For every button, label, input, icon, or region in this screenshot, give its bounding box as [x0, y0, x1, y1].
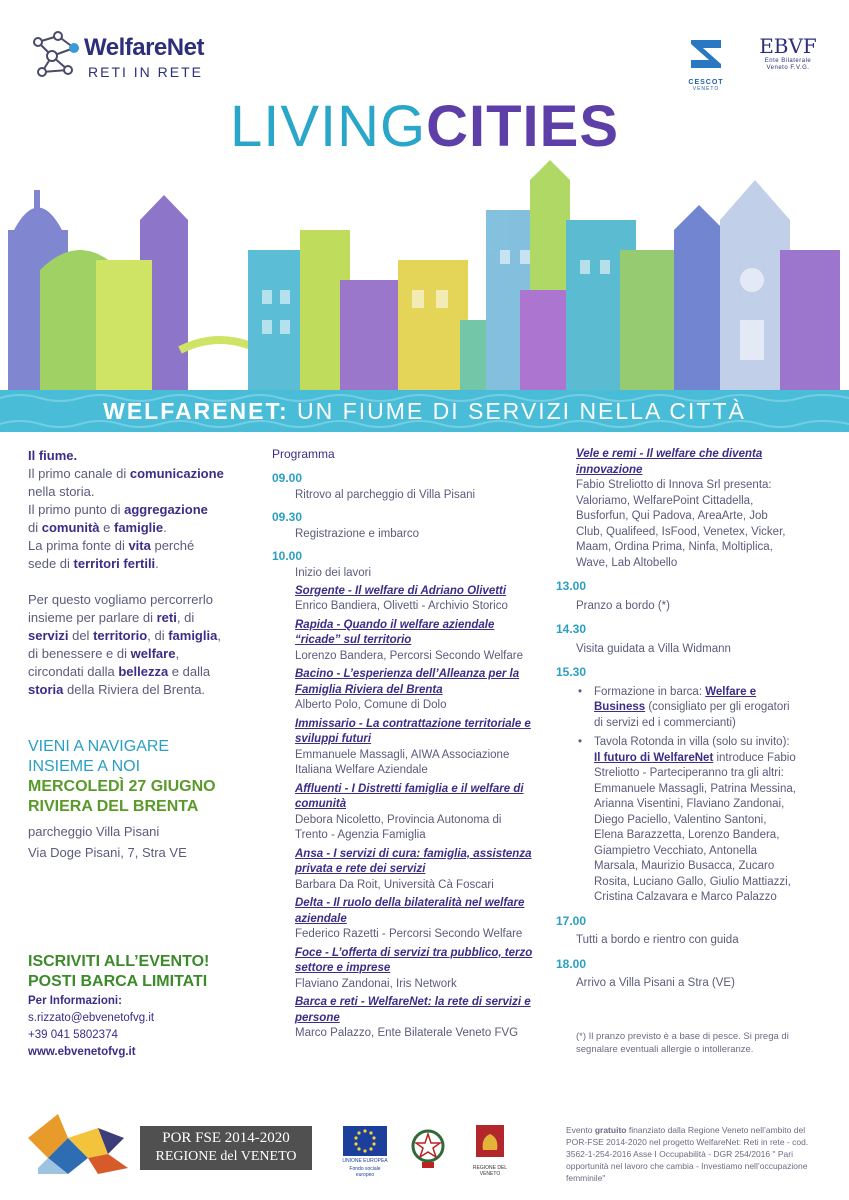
- ebvf-mark: EBVF: [759, 34, 817, 58]
- program-time: 10.00: [272, 548, 303, 563]
- talk-speaker: Enrico Bandiera, Olivetti - Archivio Storico: [295, 600, 508, 612]
- welfarenet-logo: [28, 28, 228, 84]
- regione-veneto-label: REGIONE DEL VENETO: [472, 1165, 508, 1177]
- talk-speaker: Lorenzo Bandera, Percorsi Secondo Welfare: [295, 649, 524, 662]
- intro-line: Per questo vogliamo percorrerlo: [28, 592, 213, 607]
- intro-line: nella storia.: [28, 484, 95, 499]
- intro-keyword: comunità: [41, 520, 100, 535]
- por-fse-pattern-logo: [28, 1108, 138, 1174]
- disclaimer-text: Evento: [566, 1125, 595, 1135]
- event-callout: [28, 737, 268, 817]
- program-activity: Registrazione e imbarco: [295, 528, 420, 540]
- talk-title: Delta - Il ruolo della bilateralità nel welfare aziendale: [295, 897, 525, 925]
- program-time: 09.00: [272, 470, 303, 485]
- registration-callout: [28, 952, 209, 992]
- intro-line: Il fiume.: [28, 448, 78, 463]
- logo-tagline: RETI IN RETE: [88, 64, 204, 80]
- talk-speaker: Federico Razetti - Percorsi Secondo Welfare: [295, 928, 523, 940]
- disclaimer-highlight: gratuito: [594, 1125, 627, 1135]
- contact-email-link[interactable]: s.rizzato@ebvenetofvg.it: [28, 1012, 155, 1024]
- talk-speaker: Fabio Streliotto di Innova Srl presenta: Valoriamo, WelfarePoint Cittadella, Busforfun, Qui Padova, AreaArte, Job Club, Qualifeed, IsFood, Venetex, Vicker, Maam, Ordina Prima, Ninfa, Moltiplica, Wave, Lab Altobello: [576, 479, 786, 569]
- intro-line: di: [28, 520, 42, 535]
- talk-title: Foce - L’offerta di servizi tra pubblico, terzo settore e imprese: [295, 946, 533, 974]
- intro-line: sede di: [28, 556, 74, 571]
- registration-heading: ISCRIVITI ALL’EVENTO!: [28, 953, 210, 970]
- bullet-highlight: Il futuro di WelfareNet: [594, 751, 714, 764]
- talk-item: [272, 618, 534, 665]
- intro-line: del: [68, 628, 94, 643]
- talk-title: Barca e reti - WelfareNet: la rete di servizi e persone: [295, 996, 531, 1024]
- intro-keyword: bellezza: [118, 664, 169, 679]
- intro-keyword: vita: [128, 538, 151, 553]
- talk-title: Sorgente - Il welfare di Adriano Olivetti: [295, 584, 507, 597]
- intro-line: e: [99, 520, 114, 535]
- cescot-mark-icon: [687, 36, 725, 72]
- ebvf-line1: Ente Bilaterale: [764, 58, 812, 64]
- program-time: 09.30: [272, 509, 303, 524]
- lunch-note: (*) Il pranzo previsto è a base di pesce. Si prega di segnalare eventuali allergie o intolleranze.: [576, 1031, 789, 1055]
- intro-keyword: territori fertili: [73, 556, 156, 571]
- contact-info: [28, 993, 154, 1061]
- intro-line: .: [155, 556, 159, 571]
- talk-item: [272, 946, 534, 993]
- intro-text: [28, 447, 258, 699]
- veneto-lion-icon: [475, 1124, 505, 1158]
- meeting-point-name: parcheggio Villa Pisani: [28, 824, 160, 839]
- program-bullet: [556, 735, 796, 906]
- talk-title: Ansa - I servizi di cura: famiglia, assistenza privata e rete dei servizi: [295, 847, 532, 875]
- bullet-text: Tavola Rotonda in villa (solo su invito):: [594, 736, 790, 748]
- intro-line: Il primo canale di: [28, 466, 130, 481]
- intro-line: ,: [175, 646, 180, 661]
- talk-speaker: Barbara Da Roit, Università Cà Foscari: [295, 878, 494, 891]
- intro-line: e dalla: [168, 664, 211, 679]
- intro-keyword: storia: [28, 682, 64, 697]
- program-time: 15.30: [556, 665, 587, 679]
- talk-title: Rapida - Quando il welfare aziendale “ricade” sul territorio: [295, 618, 495, 646]
- eu-logo: [342, 1126, 388, 1178]
- program-activity: Inizio dei lavori: [295, 567, 372, 579]
- intro-line: ,: [217, 628, 221, 643]
- bullet-text: Formazione in barca:: [594, 685, 706, 698]
- intro-keyword: famiglie: [114, 520, 164, 535]
- meeting-point-address: Via Doge Pisani, 7, Stra VE: [28, 845, 187, 860]
- banner-rest: UN FIUME DI SERVIZI NELLA CITTÀ: [288, 398, 746, 424]
- program-activity: Visita guidata a Villa Widmann: [576, 642, 731, 655]
- city-skyline-illustration: [0, 160, 849, 392]
- talk-item: [272, 995, 534, 1042]
- meeting-point: [28, 821, 187, 863]
- talk-title: Vele e remi - Il welfare che diventa innovazione: [576, 448, 763, 476]
- intro-line: circondati dalla: [28, 664, 119, 679]
- talk-item: [272, 847, 534, 894]
- network-icon: [28, 28, 84, 82]
- contact-phone: +39 041 5802374: [28, 1029, 118, 1041]
- title-banner: [0, 390, 849, 432]
- website-link[interactable]: www.ebvenetofvg.it: [28, 1046, 136, 1058]
- eu-fund-label: Fondo sociale europeo: [349, 1166, 381, 1178]
- program-time: 14.30: [556, 622, 587, 636]
- logo-name: WelfareNet: [84, 34, 204, 61]
- cescot-name: CESCOT: [688, 79, 724, 86]
- intro-line: Il primo punto di: [28, 502, 125, 517]
- program-activity: Tutti a bordo e rientro con guida: [576, 934, 739, 946]
- talk-title: Affluenti - I Distretti famiglia e il welfare di comunità: [295, 782, 524, 810]
- intro-line: , di: [176, 610, 195, 625]
- main-title: [0, 92, 849, 162]
- eu-label: UNIONE EUROPEA: [342, 1158, 388, 1164]
- program-activity: Pranzo a bordo (*): [576, 599, 670, 612]
- ebvf-line2: Veneto F.V.G.: [766, 65, 810, 71]
- regione-veneto-logo: [466, 1124, 514, 1177]
- intro-line: insieme per parlare di: [28, 610, 157, 625]
- event-date: MERCOLEDÌ 27 GIUGNO: [28, 778, 216, 795]
- intro-line: .: [163, 520, 167, 535]
- program-time: 18.00: [556, 956, 587, 971]
- talk-title: Immissario - La contrattazione territoriale e sviluppi futuri: [295, 717, 531, 745]
- banner-bold: WELFARENET:: [103, 398, 289, 424]
- por-fse-banner: [140, 1126, 312, 1170]
- intro-keyword: aggregazione: [124, 502, 208, 517]
- talk-item: [272, 584, 534, 615]
- talk-title: Bacino - L’esperienza dell’Alleanza per la Famiglia Riviera del Brenta: [295, 668, 520, 696]
- eu-flag-icon: [343, 1126, 387, 1156]
- contact-label: Per Informazioni:: [28, 995, 122, 1007]
- event-location: RIVIERA DEL BRENTA: [28, 798, 199, 815]
- title-living: LIVING: [229, 94, 427, 159]
- intro-line: La prima fonte di: [28, 538, 129, 553]
- program-column: [272, 447, 534, 1045]
- bullet-text: introduce Fabio Streliotto - Parteciperanno tra gli altri: Emmanuele Massagli, Patrina Messina, Arianna Visentini, Flaviano Zandonai, Diego Paciello, Valentino Santoni, Elena Barazzetta, Lorenzo Bandera, Giampietro Vecchiato, Antonella Marsala, Maurizio Busacca, Zucaro Rosita, Luciano Gallo, Giulio Mattiazzi, Cristina Calzavara e Marco Palazzo: [594, 751, 796, 903]
- callout-line: VIENI A NAVIGARE: [28, 738, 170, 755]
- program-bullet: [556, 685, 796, 732]
- talk-speaker: Flaviano Zandonai, Iris Network: [295, 977, 457, 990]
- intro-keyword: territorio: [93, 628, 148, 643]
- banner-heading: [0, 398, 849, 425]
- intro-keyword: comunicazione: [129, 466, 224, 481]
- italian-republic-emblem-icon: [410, 1126, 446, 1170]
- talk-item: [272, 896, 534, 943]
- talk-item: [272, 667, 534, 714]
- intro-line: di benessere e di: [28, 646, 131, 661]
- title-cities: CITIES: [426, 94, 620, 159]
- program-activity: Ritrovo al parcheggio di Villa Pisani: [295, 489, 476, 501]
- por-fse-line2: REGIONE del VENETO: [155, 1149, 297, 1164]
- talk-speaker: Debora Nicoletto, Provincia Autonoma di Trento - Agenzia Famiglia: [295, 813, 502, 841]
- bullet-text: (consigliato per gli erogatori di servizi ed i commercianti): [594, 701, 790, 729]
- cescot-logo: [680, 36, 732, 96]
- intro-line: della Riviera del Brenta.: [63, 682, 206, 697]
- registration-subheading: POSTI BARCA LIMITATI: [28, 973, 208, 990]
- intro-keyword: welfare: [130, 646, 176, 661]
- program-heading: Programma: [272, 447, 335, 461]
- program-column-right: [556, 447, 796, 996]
- intro-line: , di: [147, 628, 169, 643]
- program-activity: Arrivo a Villa Pisani a Stra (VE): [576, 977, 735, 989]
- bullet-highlight: Welfare e Business: [594, 685, 757, 713]
- talk-speaker: Emmanuele Massagli, AIWA Associazione Italiana Welfare Aziendale: [295, 748, 510, 776]
- disclaimer-text: finanziato dalla Regione Veneto nell’ambito del POR-FSE 2014-2020 nel progetto WelfareNet: Reti in rete - cod. 3562-1-254-2016 Asse I Occupabilità - DGR 254/2016 " Pari opportunità nel lavoro che cambia - Investiamo nell’occupazione femminile": [566, 1125, 809, 1183]
- talk-item: [272, 717, 534, 779]
- intro-keyword: reti: [156, 610, 177, 625]
- callout-line: INSIEME A NOI: [28, 758, 141, 775]
- funding-disclaimer: [566, 1124, 826, 1184]
- ebvf-logo: [748, 34, 828, 94]
- talk-item: [272, 782, 534, 844]
- program-time: 17.00: [556, 913, 587, 928]
- talk-speaker: Alberto Polo, Comune di Dolo: [295, 699, 447, 711]
- intro-keyword: famiglia: [168, 628, 218, 643]
- por-fse-line1: POR FSE 2014-2020: [162, 1130, 290, 1146]
- talk-speaker: Marco Palazzo, Ente Bilaterale Veneto FVG: [295, 1027, 519, 1039]
- intro-keyword: servizi: [28, 628, 69, 643]
- program-time: 13.00: [556, 579, 587, 593]
- cescot-region: VENETO: [692, 86, 720, 92]
- intro-line: perché: [150, 538, 195, 553]
